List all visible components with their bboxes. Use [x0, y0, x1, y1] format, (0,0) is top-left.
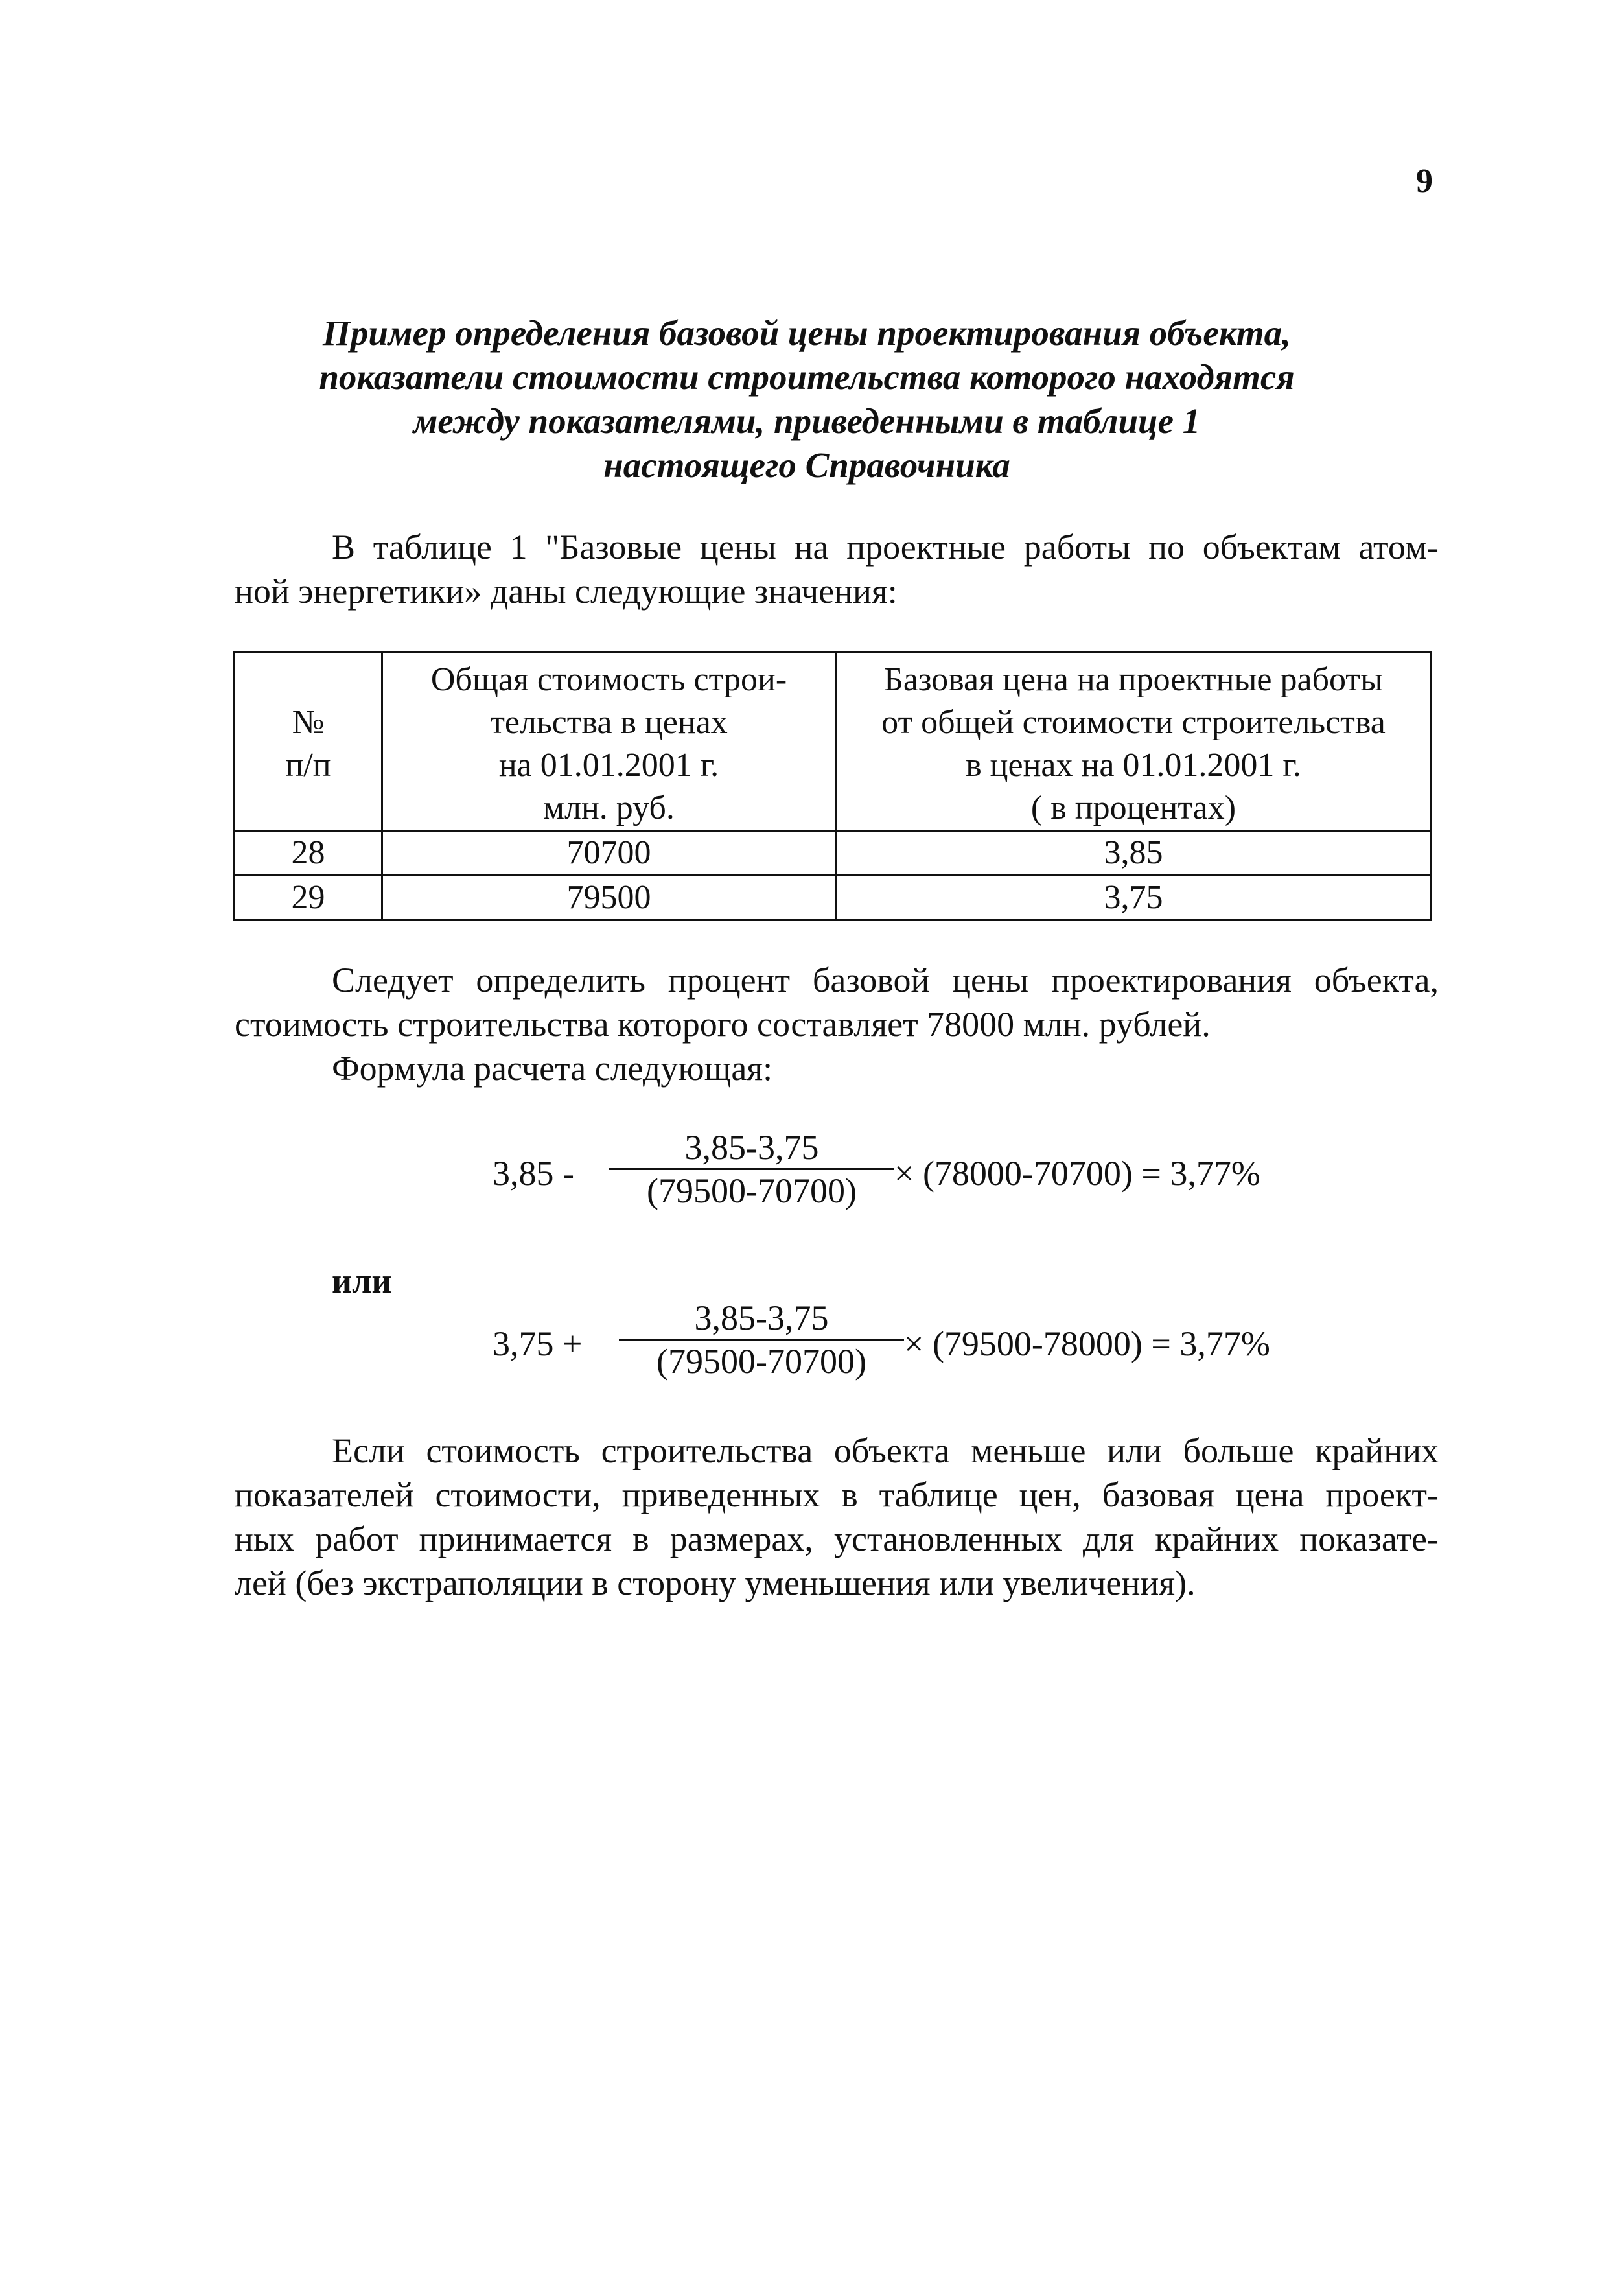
paragraph-line: Формула расчета следующая:: [332, 1049, 773, 1088]
table-cell: 3,85: [836, 831, 1432, 876]
fraction-numerator: 3,85-3,75: [684, 1128, 819, 1167]
table-row: [235, 831, 1432, 876]
document-title: [233, 311, 1380, 487]
formula-fraction: [619, 1298, 904, 1381]
paragraph-line: лей (без экстраполяции в сторону уменьшения или увеличения).: [235, 1564, 1196, 1602]
paragraph-line: Если стоимость строительства объекта меньше или больше крайних: [332, 1431, 1439, 1470]
formula-1: [493, 1128, 1335, 1232]
paragraph-line: ной энергетики» даны следующие значения:: [235, 572, 898, 611]
paragraph-line: Следует определить процент базовой цены проектирования объекта,: [332, 961, 1439, 1000]
formula-intro: [235, 1046, 1439, 1090]
table-header-row: [235, 653, 1432, 831]
header-line: в ценах на 01.01.2001 г.: [966, 747, 1301, 784]
fraction-bar: [609, 1168, 894, 1170]
task-paragraph: [235, 958, 1439, 1046]
formula-lhs: 3,85 -: [493, 1154, 574, 1193]
formula-rhs: × (79500-78000) = 3,77%: [904, 1324, 1270, 1363]
table-cell: 70700: [382, 831, 836, 876]
header-line: №: [292, 704, 325, 741]
fraction-bar: [619, 1339, 904, 1341]
header-line: п/п: [285, 747, 331, 784]
formula-2: [493, 1298, 1335, 1402]
table-cell: 28: [235, 831, 382, 876]
formula-lhs: 3,75 +: [493, 1324, 583, 1363]
title-line: между показателями, приведенными в таблице 1: [413, 401, 1201, 441]
header-line: тельства в ценах: [490, 704, 728, 741]
fraction-numerator: 3,85-3,75: [694, 1298, 829, 1337]
intro-paragraph: [235, 525, 1439, 613]
final-paragraph: [235, 1429, 1439, 1605]
title-line: показатели стоимости строительства которого находятся: [319, 357, 1295, 397]
paragraph-line: показателей стоимости, приведенных в таблице цен, базовая цена проект-: [235, 1475, 1439, 1514]
column-header-number: [235, 653, 382, 831]
fraction-denominator: (79500-70700): [647, 1171, 857, 1210]
header-line: Общая стоимость строи-: [430, 661, 787, 698]
paragraph-line: ных работ принимается в размерах, установленных для крайних показате-: [235, 1519, 1439, 1558]
formula-rhs: × (78000-70700) = 3,77%: [894, 1154, 1260, 1193]
table-cell: 3,75: [836, 876, 1432, 920]
paragraph-line: В таблице 1 "Базовые цены на проектные работы по объектам атом-: [332, 528, 1439, 567]
header-line: ( в процентах): [1030, 790, 1236, 826]
column-header-base-price: [836, 653, 1432, 831]
paragraph-line: стоимость строительства которого составляет 78000 млн. рублей.: [235, 1005, 1211, 1044]
formula-fraction: [609, 1128, 894, 1210]
header-line: от общей стоимости строительства: [881, 704, 1386, 741]
table-row: [235, 876, 1432, 920]
header-line: млн. руб.: [543, 790, 675, 826]
column-header-construction-cost: [382, 653, 836, 831]
table-cell: 79500: [382, 876, 836, 920]
or-word: или: [332, 1261, 392, 1300]
header-line: Базовая цена на проектные работы: [884, 661, 1383, 698]
header-line: на 01.01.2001 г.: [498, 747, 719, 784]
page-number: 9: [1416, 163, 1433, 200]
fraction-denominator: (79500-70700): [656, 1342, 866, 1381]
table-cell: 29: [235, 876, 382, 920]
title-line: настоящего Справочника: [603, 445, 1010, 485]
price-table: [233, 651, 1432, 921]
title-line: Пример определения базовой цены проектирования объекта,: [323, 313, 1291, 353]
